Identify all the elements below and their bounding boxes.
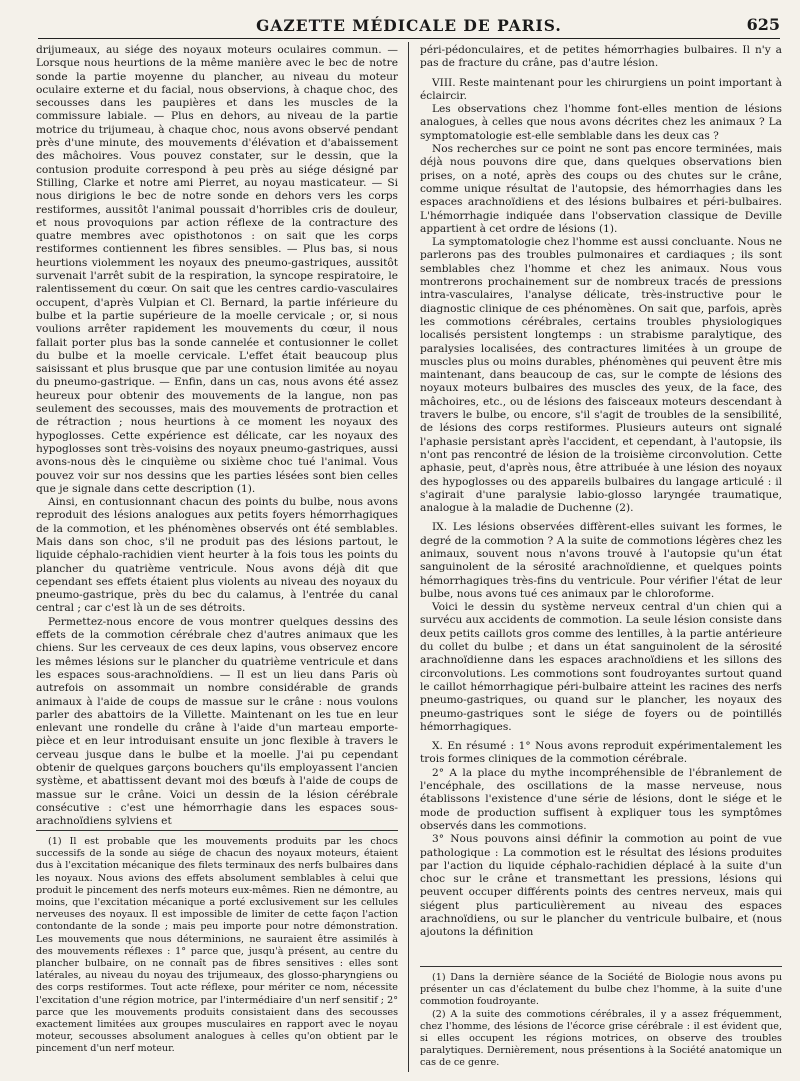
section-heading-x: X. En résumé : 1° Nous avons reproduit expérimentalement les trois formes cliniques de la commotion cérébrale. [420,740,782,766]
footnote-rule [36,830,398,831]
right-column [420,44,782,940]
section-heading-ix: IX. Les lésions observées diffèrent-elles suivant les formes, le degré de la commotion ? A la suite de commotions légères chez les animaux, souvent nous n'avons trouvé à l'autopsie qu'un état sanguinolent de la sérosité arachnoïdienne, et quelques points hémorrhagiques très-fins du ventricule. Pour vérifier l'état de leur bulbe, nous avons tué ces animaux par le chloroforme. [420,521,782,600]
paragraph: 3° Nous pouvons ainsi définir la commotion au point de vue pathologique : La commotion est le résultat des lésions produites par l'action du liquide céphalo-rachidien déplacé à la suite d'un choc sur le crâne et transmettant les pressions, lésions qui peuvent occuper différents points des centres nerveux, mais qui siégent plus particulièrement au niveau des espaces arachnoïdiens, ou sur le plancher du ventricule bulbaire, et (nous ajoutons la définition [420,833,782,939]
paragraph: 2° A la place du mythe incompréhensible de l'ébranlement de l'encéphale, des oscillations de la masse nerveuse, nous établissons l'existence d'une série de lésions, dont le siége et le mode de production suffisent à expliquer tous les symptômes observés dans les commotions. [420,766,782,832]
column-divider [408,42,409,1072]
paragraph: Nos recherches sur ce point ne sont pas encore terminées, mais déjà nous pouvons dire que, dans quelques observations bien prises, on a noté, après des coups ou des chutes sur le crâne, comme unique résultat de l'autopsie, des hémorrhagies dans les espaces arachnoïdiens et des lésions bulbaires et péri-bulbaires. L'hémorrhagie indiquée dans l'observation classique de Deville appartient à cet ordre de lésions (1). [420,143,782,235]
paragraph: Voici le dessin du système nerveux central d'un chien qui a survécu aux accidents de commotion. La seule lésion consiste dans deux petits caillots gros comme des lentilles, à la partie antérieure du collet du bulbe ; et dans un état sanguinolent de la sérosité arachnoïdienne dans les espaces arachnoïdiens et les sillons des circonvolutions. Les commotions sont foudroyantes surtout quand le caillot hémorrhagique péri-bulbaire atteint les racines des nerfs pneumo-gastriques, ou quand sur le plancher, les noyaux des pneumo-gastriques sont le siége de foyers ou de pointillés hémorrhagiques. [420,601,782,733]
footnote: (1) Il est probable que les mouvements produits par les chocs successifs de la sonde au siége de chacun des noyaux moteurs, étaient dus à l'excitation mécanique des filets terminaux des nerfs bulbaires dans les noyaux. Nous avions des effets absolument semblables à celui que produit le pincement des nerfs moteurs eux-mêmes. Rien ne démontre, au moins, que l'excitation mécanique a porté exclusivement sur les cellules nerveuses des noyaux. Il est impossible de limiter de cette façon l'action contondante de la sonde ; mais peu importe pour notre démonstration. Les mouvements que nous déterminions, ne sauraient être assimilés à des mouvements réflexes : 1° parce que, jusqu'à présent, au centre du plancher bulbaire, on ne connaît pas de fibres sensitives : elles sont latérales, au niveau du noyau des trijumeaux, des glosso-pharyngiens ou des corps restiformes. Tout acte réflexe, pour mériter ce nom, nécessite l'excitation d'une région motrice, par l'intermédiaire d'un nerf sensitif ; 2° parce que les mouvements produits consistaient dans des secousses exactement limitées aux groupes musculaires en rapport avec le noyau moteur, secousses absolument analogues à celles qu'on obtient par le pincement d'un nerf moteur. [36,836,398,1055]
paragraph: Les observations chez l'homme font-elles mention de lésions analogues, à celles que nous avons décrites chez les animaux ? La symptomatologie est-elle semblable dans les deux cas ? [420,103,782,142]
journal-title: GAZETTE MÉDICALE DE PARIS. [256,16,562,35]
paragraph: Permettez-nous encore de vous montrer quelques dessins des effets de la commotion cérébrale chez d'autres animaux que les chiens. Sur les cerveaux de ces deux lapins, vous observez encore les mêmes lésions sur le plancher du quatrième ventricule et dans les espaces sous-arachnoïdiens. — Il est un lieu dans Paris où autrefois on assommait un nombre considérable de grands animaux à l'aide de coups de massue sur le crâne : nous voulons parler des abattoirs de la Villette. Maintenant on les tue en leur enlevant une rondelle du crâne à l'aide d'un marteau emporte-pièce et en leur introduisant ensuite un jonc flexible à travers le cerveau jusque dans le bulbe et la moelle. J'ai pu cependant obtenir de quelques garçons bouchers qu'ils employassent l'ancien système, et abattissent devant moi des bœufs à l'aide de coups de massue sur le crâne. Voici un dessin de la lésion cérébrale consécutive : c'est une hémorrhagie dans les espaces sous-arachnoïdiens sylviens et [36,615,398,828]
right-footnotes [420,972,782,1070]
footnote: (2) A la suite des commotions cérébrales, il y a assez fréquemment, chez l'homme, des lésions de l'écorce grise cérébrale : il est évident que, si elles occupent les régions motrices, on observe des troubles paralytiques. Dernièrement, nous présentions à la Société anatomique un cas de ce genre. [420,1008,782,1069]
left-column [36,44,398,829]
paragraph: drijumeaux, au siége des noyaux moteurs oculaires commun. — Lorsque nous heurtions de la même manière avec le bec de notre sonde la partie moyenne du plancher, au niveau du moteur oculaire externe et du facial, nous observions, à chaque choc, des secousses dans les paupières et dans les muscles de la commissure labiale. — Plus en dehors, au niveau de la partie motrice du trijumeau, à chaque choc, nous avons observé pendant près d'une minute, des mouvements d'élévation et d'abaissement des mâchoires. Vous pouvez constater, sur le dessin, que la contusion produite correspond à peu près au siége désigné par Stilling, Clarke et notre ami Pierret, au noyau masticateur. — Si nous dirigions le bec de notre sonde en dehors vers les corps restiformes, aussitôt l'animal poussait d'horribles cris de douleur, et nous provoquions par action réflexe de la contracture des quatre membres avec opisthotonos : on sait que les corps restiformes contiennent les fibres sensibles. — Plus bas, si nous heurtions violemment les noyaux des pneumo-gastriques, aussitôt survenait l'arrêt subit de la respiration, la syncope respiratoire, le ralentissement du cœur. On sait que les centres cardio-vasculaires occupent, d'après Vulpian et Cl. Bernard, la partie inférieure du bulbe et la partie supérieure de la moelle cervicale ; or, si nous voulions arrêter rapidement les mouvements du cœur, il nous fallait porter plus bas la sonde cannelée et contusionner le collet du bulbe et la moelle cervicale. L'effet était beaucoup plus saisissant et plus brusque que par une contusion limitée au noyau du pneumo-gastrique. — Enfin, dans un cas, nous avons été assez heureux pour obtenir des mouvements de la langue, non pas seulement des secousses, mais des mouvements de protraction et de rétraction ; nous heurtions à ce moment les noyaux des hypoglosses. Cette expérience est délicate, car les noyaux des hypoglosses sont très-voisins des noyaux pneumo-gastriques, aussi avons-nous dès le cinquième ou sixième choc tué l'animal. Vous pouvez voir sur nos dessins que les parties lésées sont bien celles que je signale dans cette description (1). [36,44,398,495]
page-header [38,12,780,39]
left-footnotes [36,836,398,1056]
page-number: 625 [746,15,780,34]
paragraph: Ainsi, en contusionnant chacun des points du bulbe, nous avons reproduit des lésions analogues aux petits foyers hémorrhagiques de la commotion, et les phénomènes observés ont été semblables. Mais dans son choc, s'il ne produit pas des lésions partout, le liquide céphalo-rachidien vient heurter à la fois tous les points du plancher du quatrième ventricule. Nous avons déjà dit que cependant ses effets étaient plus violents au niveau des noyaux du pneumo-gastrique, près du bec du calamus, à l'entrée du canal central ; car c'est là un de ses détroits. [36,496,398,615]
footnote-rule [420,966,782,967]
footnote: (1) Dans la dernière séance de la Société de Biologie nous avons pu présenter un cas d'éclatement du bulbe chez l'homme, à la suite d'une commotion foudroyante. [420,972,782,1008]
section-heading-viii: VIII. Reste maintenant pour les chirurgiens un point important à éclaircir. [420,76,782,102]
paragraph: La symptomatologie chez l'homme est aussi concluante. Nous ne parlerons pas des troubles pulmonaires et cardiaques ; ils sont semblables chez l'homme et chez les animaux. Nous vous montrerons prochainement sur de nombreux tracés de pressions intra-vasculaires, l'analyse délicate, très-instructive pour le diagnostic clinique de ces phénomènes. On sait que, parfois, après les commotions cérébrales, certains troubles physiologiques localisés persistent longtemps : un strabisme paralytique, des paralysies localisées, des contractures limitées à un groupe de muscles plus ou moins durables, phénomènes qui peuvent être mis maintenant, dans beaucoup de cas, sur le compte de lésions des noyaux moteurs bulbaires des muscles des yeux, de la face, des mâchoires, etc., ou de lésions des faisceaux moteurs descendant à travers le bulbe, ou encore, s'il s'agit de troubles de la sensibilité, de lésions des corps restiformes. Plusieurs auteurs ont signalé l'aphasie persistant après l'accident, et cependant, à l'autopsie, ils n'ont pas rencontré de lésion de la troisième circonvolution. Cette aphasie, peut, d'après nous, être attribuée à une lésion des noyaux des hypoglosses ou des appareils bulbaires du langage articulé : il s'agirait d'une paralysie labio-glosso laryngée traumatique, analogue à la maladie de Duchenne (2). [420,236,782,515]
paragraph: péri-pédonculaires, et de petites hémorrhagies bulbaires. Il n'y a pas de fracture du crâne, pas d'autre lésion. [420,44,782,70]
